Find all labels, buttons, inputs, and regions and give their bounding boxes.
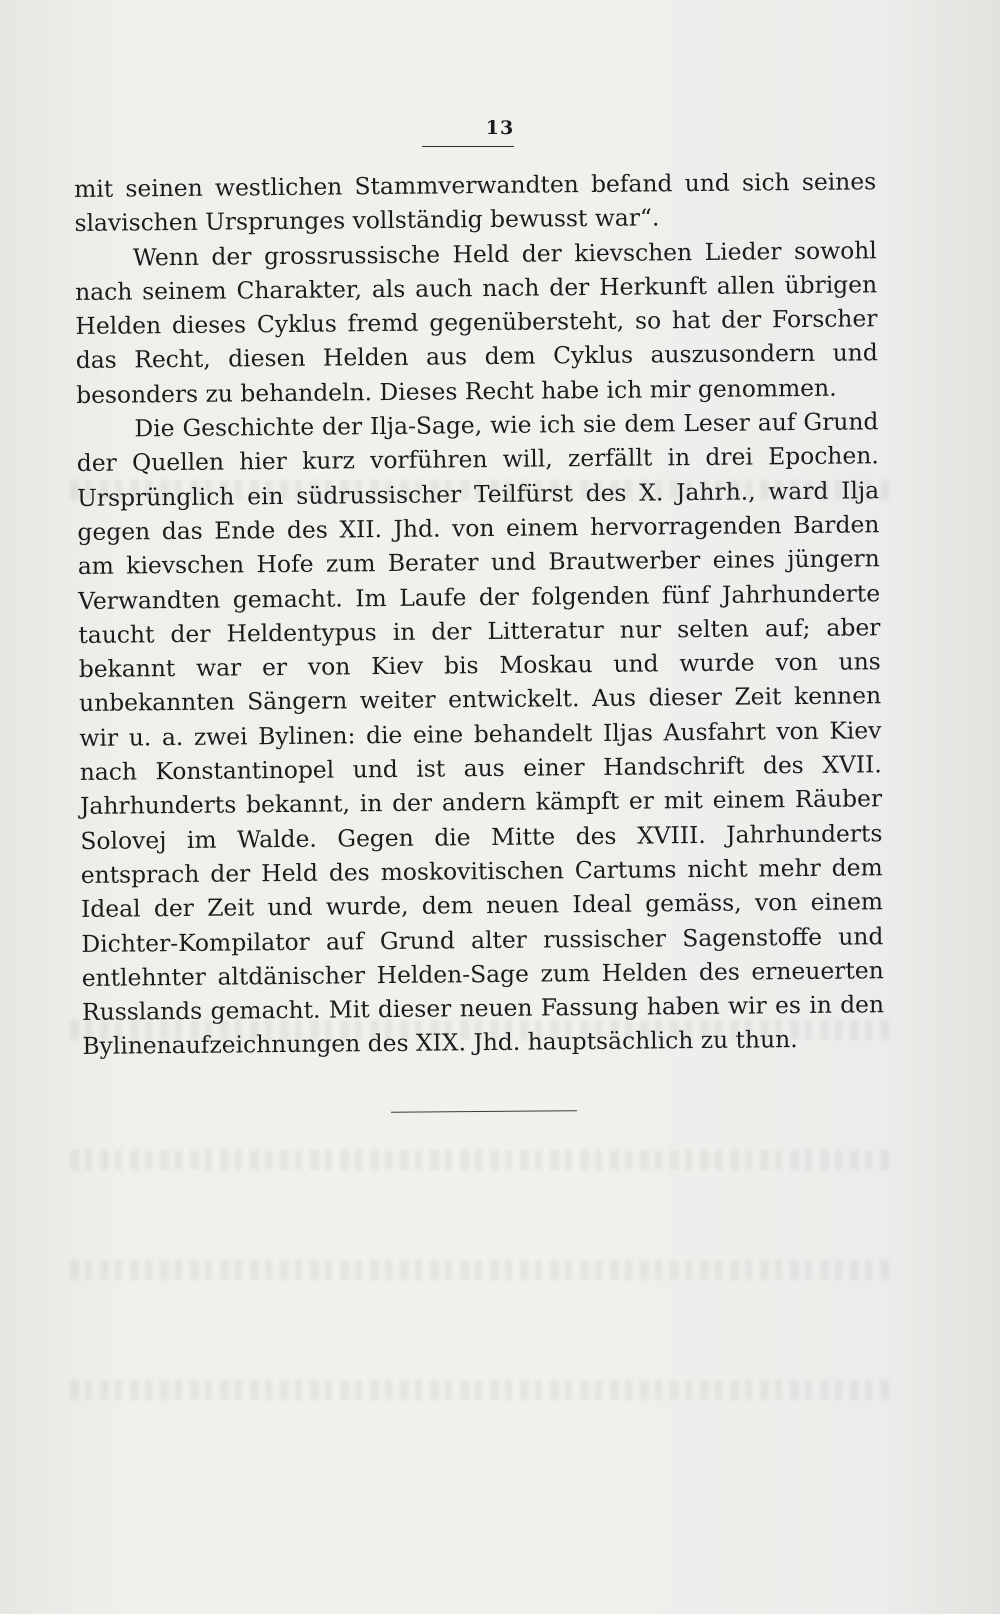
section-end-rule: [391, 1110, 577, 1113]
paragraph: Die Geschichte der Ilja-Sage, wie ich sie dem Leser auf Grund der Quellen hier kurz vorführen will, zerfällt in drei Epochen. Ursprünglich ein südrussischer Teilfürst des X. Jahrh., ward Ilja gegen das Ende des XII. Jhd. von einem hervorragenden Barden am kievschen Hofe zum Berater und Brautwerber eines jüngern Verwandten gemacht. Im Laufe der folgenden fünf Jahrhunderte taucht der Heldentypus in der Litteratur nur selten auf; aber bekannt war er von Kiev bis Moskau und wurde von uns unbekannten Sängern weiter entwickelt. Aus dieser Zeit kennen wir u. a. zwei Bylinen: die eine behandelt Iljas Ausfahrt von Kiev nach Konstantinopel und ist aus einer Handschrift des XVII. Jahrhunderts bekannt, in der andern kämpft er mit einem Räuber Solovej im Walde. Gegen die Mitte des XVIII. Jahrhunderts entsprach der Held des moskovitischen Cartums nicht mehr dem Ideal der Zeit und wurde, dem neuen Ideal gemäss, von einem Dichter-Kompilator auf Grund alter russischer Sagenstoffe und entlehnter altdänischer Helden-Sage zum Helden des erneuerten Russlands gemacht. Mit dieser neuen Fassung haben wir es in den Bylinenaufzeichnungen des XIX. Jhd. hauptsächlich zu thun.: [76, 407, 885, 1061]
bleed-through-shadow: [70, 1260, 890, 1280]
paragraph: mit seinen westlichen Stammverwandten befand und sich seines slavischen Ursprunges vollständig bewusst war“.: [74, 167, 877, 238]
page-number: 13: [485, 117, 515, 139]
bleed-through-shadow: [70, 1380, 890, 1400]
bleed-through-shadow: [70, 1150, 890, 1170]
paragraph: Wenn der grossrussische Held der kievschen Lieder sowohl nach seinem Charakter, als auch nach der Herkunft allen übrigen Helden dieses Cyklus fremd gegenübersteht, so hat der Forscher das Recht, diesen Helden aus dem Cyklus auszusondern und besonders zu behandeln. Dieses Recht habe ich mir genommen.: [75, 235, 878, 409]
body-text: [74, 164, 885, 1063]
page-number-rule: [422, 146, 514, 147]
